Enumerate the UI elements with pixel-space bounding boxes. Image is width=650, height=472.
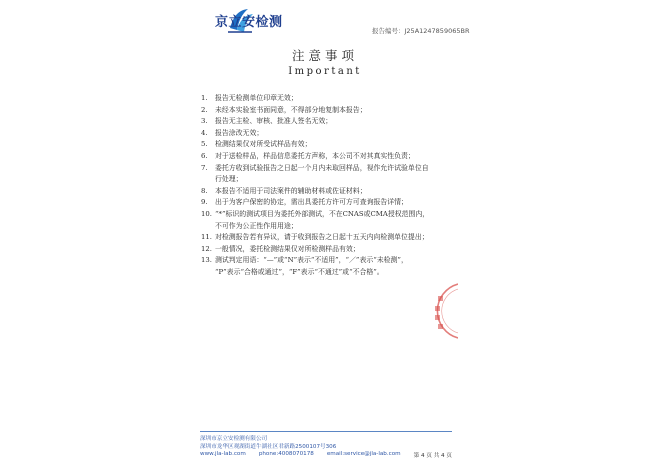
company-seal-stamp xyxy=(428,282,458,340)
list-item xyxy=(201,209,451,221)
footer-address: 深圳市龙华区观湖街道牛湖社区君新路2500107号306 xyxy=(200,444,337,450)
item-text: 委托方收到试验报告之日起一个月内未取回样品，视作允许试验单位自 xyxy=(215,163,429,172)
item-text: “*”标识的测试项目为委托外部测试，不在CNAS或CMA授权范围内， xyxy=(215,209,430,218)
item-text: 对检测报告若有异议，请于收到报告之日起十五天内向检测单位提出； xyxy=(215,233,429,242)
list-item xyxy=(201,163,451,175)
list-item xyxy=(201,116,451,128)
item-number: 9. xyxy=(201,198,208,207)
item-text: 测试判定用语：“—”或“N”表示“不适用”，“／”表示“未检测”， xyxy=(215,256,408,265)
list-item xyxy=(201,232,451,244)
page-number: 第 4 页 共 4 页 xyxy=(413,453,452,459)
item-continuation: 行处理； xyxy=(215,175,243,184)
footer-website[interactable]: www.jla-lab.com xyxy=(200,451,246,457)
item-number: 11. xyxy=(201,233,212,242)
item-text: 报告无主检、审核、批准人签名无效； xyxy=(215,117,333,126)
item-number: 2. xyxy=(201,105,208,114)
brand-name: 京立安检测 xyxy=(215,15,283,30)
footer-email[interactable]: email:service@jla-lab.com xyxy=(326,451,401,457)
item-text: 未经本实验室书面同意，不得部分地复制本报告； xyxy=(215,105,367,114)
item-number: 10. xyxy=(201,209,212,218)
list-item xyxy=(201,128,451,140)
item-continuation: “P”表示“合格或通过”，“F”表示“不通过”或“不合格”。 xyxy=(215,267,384,276)
report-number: 报告编号：J25A1247859065BR xyxy=(372,27,470,35)
item-continuation: 不可作为公正性作用用途； xyxy=(215,221,298,230)
item-number: 5. xyxy=(201,140,208,149)
page-title-en: Important xyxy=(288,66,362,77)
footer-phone: phone:4008070178 xyxy=(258,451,314,457)
footer-divider xyxy=(200,431,452,432)
list-item xyxy=(201,186,451,198)
footer-company: 深圳市京立安检测有限公司 xyxy=(200,436,268,442)
list-item xyxy=(201,151,451,163)
item-number: 4. xyxy=(201,128,208,137)
item-number: 12. xyxy=(201,244,212,253)
page-title-cn: 注意事项 xyxy=(291,48,358,63)
item-text: 对于送检样品，样品信息委托方声称，本公司不对其真实性负责； xyxy=(215,151,415,160)
notes-list xyxy=(201,93,451,279)
item-text: 报告无检测单位印章无效； xyxy=(215,94,298,102)
list-item xyxy=(201,93,451,105)
item-number: 8. xyxy=(201,186,208,195)
item-number: 6. xyxy=(201,151,208,160)
item-number: 13. xyxy=(201,256,212,265)
list-item xyxy=(201,105,451,117)
item-text: 检测结果仅对所受试样品有效； xyxy=(215,140,312,149)
item-text: 本报告不适用于司法案件的辅助材料或佐证材料； xyxy=(215,186,367,195)
list-item xyxy=(201,197,451,209)
footer-contacts xyxy=(200,451,452,459)
item-text: 出于为客户保密的协定，需出具委托方许可方可查询报告详情； xyxy=(215,198,408,207)
list-item xyxy=(201,255,451,267)
item-number: 3. xyxy=(201,117,208,126)
item-number: 7. xyxy=(201,163,208,172)
list-item xyxy=(201,244,451,256)
item-text: 一般情况，委托检测结果仅对所检测样品有效； xyxy=(215,244,360,253)
item-text: 报告涂改无效； xyxy=(215,128,264,137)
item-number: 1. xyxy=(201,94,208,102)
list-item xyxy=(201,139,451,151)
